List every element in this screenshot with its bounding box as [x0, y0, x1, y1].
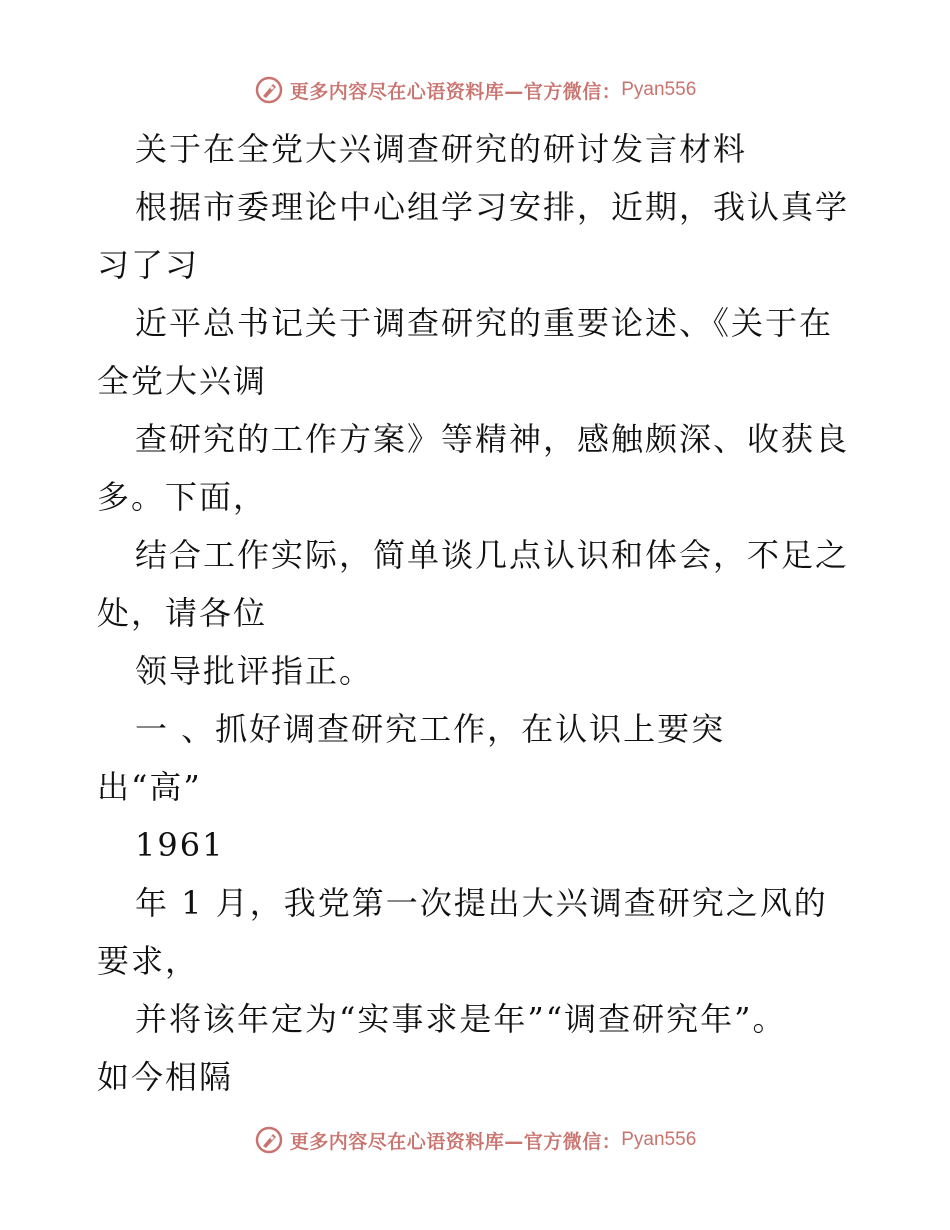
doc-line: 习了习: [97, 246, 200, 284]
doc-line: 如今相隔: [97, 1058, 234, 1096]
document-body: [97, 120, 857, 1106]
doc-line: 多。下面，: [97, 478, 268, 516]
doc-line: 并将该年定为“实事求是年”“调查研究年”。: [135, 1000, 787, 1038]
doc-line: 处，请各位: [97, 594, 268, 632]
pen-nib-logo-icon: [254, 75, 284, 105]
doc-line: 根据市委理论中心组学习安排，近期，我认真学: [135, 188, 850, 226]
doc-line: 年 1 月，我党第一次提出大兴调查研究之风的: [135, 884, 828, 922]
watermark-wechat-id: Pyan556: [621, 79, 697, 100]
doc-title: 关于在全党大兴调查研究的研讨发言材料: [135, 130, 748, 168]
doc-line: 全党大兴调: [97, 362, 268, 400]
watermark-footer: [0, 1120, 950, 1160]
section-heading-cont: 出“高”: [97, 768, 202, 806]
pen-nib-logo-icon: [254, 1125, 284, 1155]
doc-line: 要求，: [97, 942, 200, 980]
doc-line: 近平总书记关于调查研究的重要论述、《关于在: [135, 304, 834, 342]
doc-line: 领导批评指正。: [135, 652, 374, 690]
doc-line: 1961: [135, 826, 225, 864]
section-heading: 一 、抓好调查研究工作，在认识上要突: [135, 710, 726, 748]
watermark-wechat-id: Pyan556: [621, 1129, 697, 1150]
watermark-text: 更多内容尽在心语资料库—官方微信：: [289, 1130, 622, 1153]
doc-line: 结合工作实际，简单谈几点认识和体会，不足之: [135, 536, 850, 574]
watermark-text: 更多内容尽在心语资料库—官方微信：: [289, 80, 622, 103]
doc-line: 查研究的工作方案》等精神，感触颇深、收获良: [135, 420, 850, 458]
watermark-header: [0, 70, 950, 110]
